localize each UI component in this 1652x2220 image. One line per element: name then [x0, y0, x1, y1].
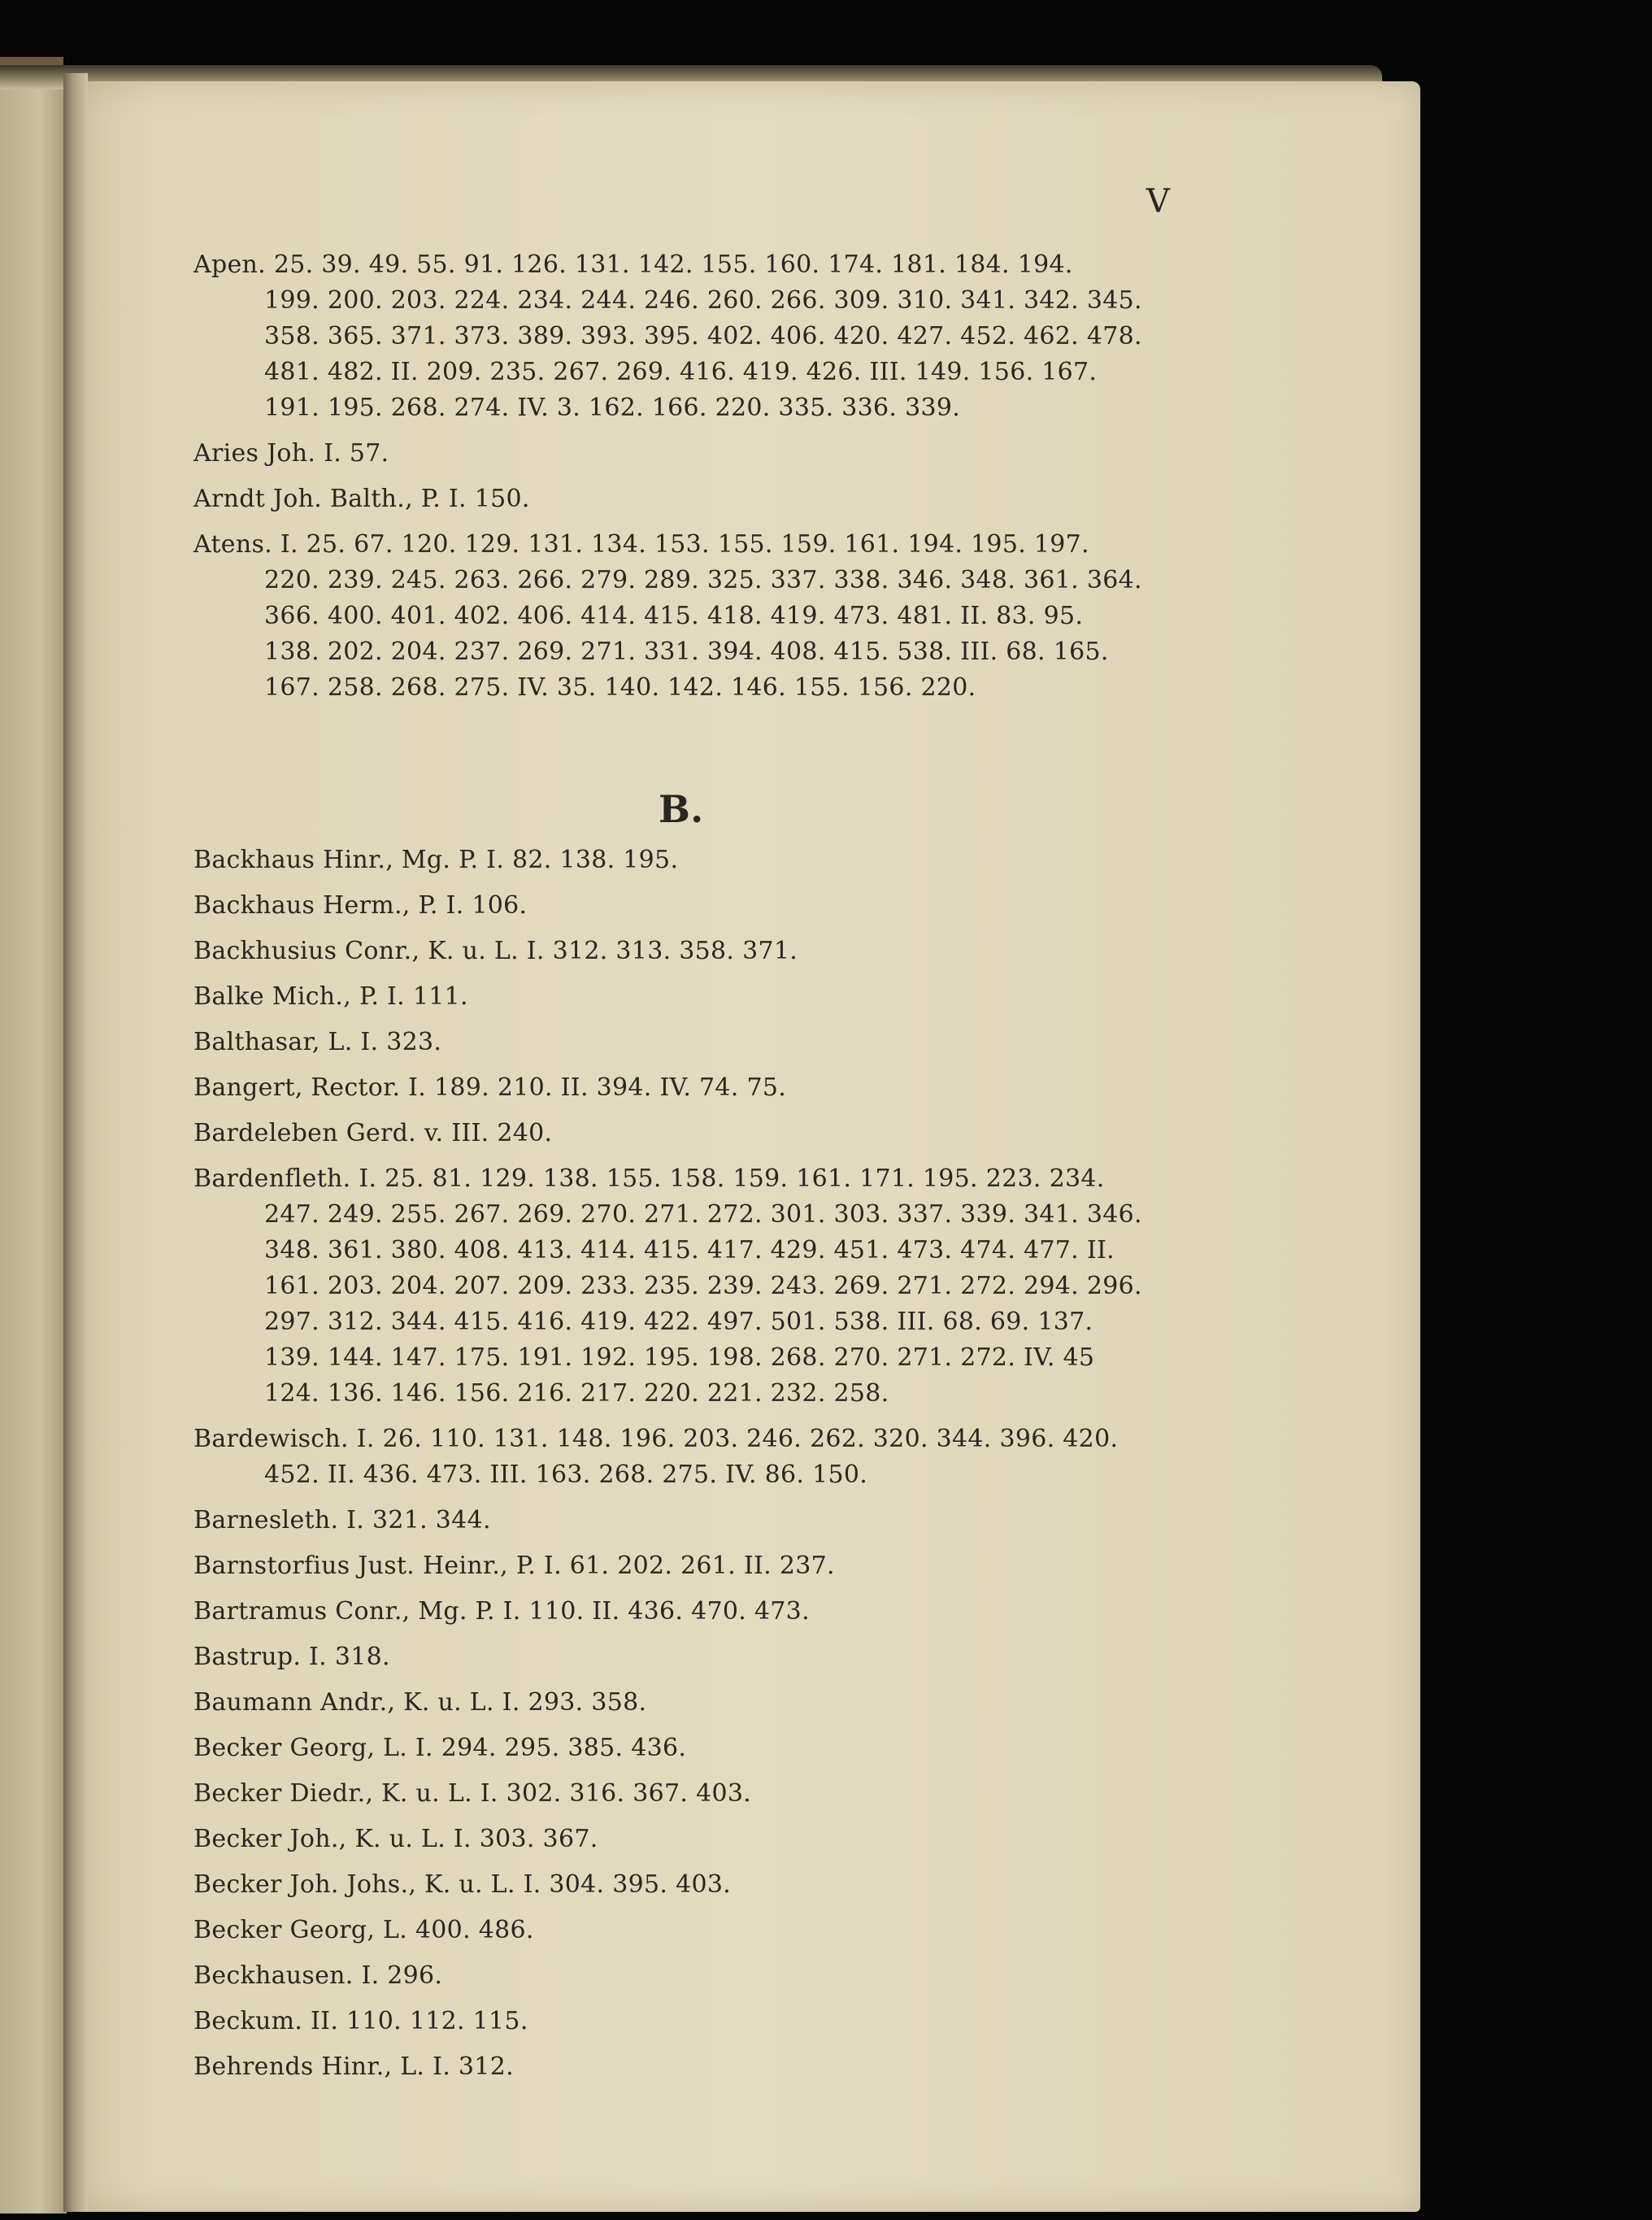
index-entry-continuation: 247. 249. 255. 267. 269. 270. 271. 272. 301. 303. 337. 339. 341. 346.: [264, 1200, 1142, 1229]
index-entry-line: Backhusius Conr., K. u. L. I. 312. 313. 358. 371.: [193, 937, 798, 965]
index-entry-continuation: 358. 365. 371. 373. 389. 393. 395. 402. 406. 420. 427. 452. 462. 478.: [264, 322, 1142, 350]
index-entry-line: Backhaus Hinr., Mg. P. I. 82. 138. 195.: [193, 846, 679, 874]
index-entry-line: Becker Diedr., K. u. L. I. 302. 316. 367. 403.: [193, 1779, 752, 1808]
index-entry-line: Behrends Hinr., L. I. 312.: [193, 2052, 514, 2081]
index-entry-line: Beckhausen. I. 296.: [193, 1961, 443, 1990]
index-entry-line: Becker Georg, L. I. 294. 295. 385. 436.: [193, 1734, 687, 1762]
index-entry-line: Atens. I. 25. 67. 120. 129. 131. 134. 153. 155. 159. 161. 194. 195. 197.: [193, 530, 1089, 559]
index-entry-line: Balthasar, L. I. 323.: [193, 1028, 442, 1056]
index-entry-continuation: 191. 195. 268. 274. IV. 3. 162. 166. 220. 335. 336. 339.: [264, 394, 961, 422]
index-entry-continuation: 366. 400. 401. 402. 406. 414. 415. 418. 419. 473. 481. II. 83. 95.: [264, 602, 1084, 630]
index-entry-continuation: 297. 312. 344. 415. 416. 419. 422. 497. 501. 538. III. 68. 69. 137.: [264, 1308, 1093, 1336]
index-entry-continuation: 124. 136. 146. 156. 216. 217. 220. 221. 232. 258.: [264, 1379, 889, 1408]
index-entry-line: Beckum. II. 110. 112. 115.: [193, 2007, 528, 2035]
index-entry-continuation: 167. 258. 268. 275. IV. 35. 140. 142. 146. 155. 156. 220.: [264, 673, 976, 702]
index-entry-continuation: 139. 144. 147. 175. 191. 192. 195. 198. 268. 270. 271. 272. IV. 45: [264, 1343, 1095, 1372]
index-entry-line: Apen. 25. 39. 49. 55. 91. 126. 131. 142. 155. 160. 174. 181. 184. 194.: [193, 250, 1073, 279]
page-gutter: [63, 73, 88, 2212]
index-entry-line: Becker Georg, L. 400. 486.: [193, 1916, 534, 1944]
index-entry-line: Becker Joh., K. u. L. I. 303. 367.: [193, 1825, 598, 1853]
index-entry-continuation: 481. 482. II. 209. 235. 267. 269. 416. 419. 426. III. 149. 156. 167.: [264, 358, 1098, 386]
index-entry-line: Bartramus Conr., Mg. P. I. 110. II. 436. 470. 473.: [193, 1597, 810, 1626]
index-entry-continuation: 138. 202. 204. 237. 269. 271. 331. 394. 408. 415. 538. III. 68. 165.: [264, 638, 1109, 666]
index-entry-continuation: 161. 203. 204. 207. 209. 233. 235. 239. 243. 269. 271. 272. 294. 296.: [264, 1272, 1142, 1300]
index-entry-line: Baumann Andr., K. u. L. I. 293. 358.: [193, 1688, 647, 1717]
index-entry-line: Balke Mich., P. I. 111.: [193, 982, 468, 1011]
index-entry-line: Arndt Joh. Balth., P. I. 150.: [193, 485, 530, 513]
index-entry-line: Bardenfleth. I. 25. 81. 129. 138. 155. 158. 159. 161. 171. 195. 223. 234.: [193, 1164, 1105, 1193]
index-entry-continuation: 452. II. 436. 473. III. 163. 268. 275. IV. 86. 150.: [264, 1460, 868, 1489]
page-number: V: [1146, 183, 1170, 220]
index-entry-line: Bangert, Rector. I. 189. 210. II. 394. IV. 74. 75.: [193, 1073, 787, 1102]
index-entry-continuation: 220. 239. 245. 263. 266. 279. 289. 325. 337. 338. 346. 348. 361. 364.: [264, 566, 1142, 594]
index-entry-line: Becker Joh. Johs., K. u. L. I. 304. 395. 403.: [193, 1870, 732, 1899]
index-entry-line: Aries Joh. I. 57.: [193, 439, 389, 468]
index-entry-line: Bastrup. I. 318.: [193, 1643, 390, 1671]
index-entry-line: Backhaus Herm., P. I. 106.: [193, 891, 528, 920]
index-entry-line: Barnesleth. I. 321. 344.: [193, 1506, 491, 1534]
index-entry-line: Barnstorfius Just. Heinr., P. I. 61. 202. 261. II. 237.: [193, 1552, 835, 1580]
left-page-edge: [0, 67, 67, 2213]
index-entry-line: Bardeleben Gerd. v. III. 240.: [193, 1119, 553, 1147]
section-heading: B.: [659, 787, 704, 831]
index-entry-continuation: 199. 200. 203. 224. 234. 244. 246. 260. 266. 309. 310. 341. 342. 345.: [264, 286, 1142, 315]
index-entry-continuation: 348. 361. 380. 408. 413. 414. 415. 417. 429. 451. 473. 474. 477. II.: [264, 1236, 1115, 1265]
index-entry-line: Bardewisch. I. 26. 110. 131. 148. 196. 203. 246. 262. 320. 344. 396. 420.: [193, 1425, 1119, 1453]
